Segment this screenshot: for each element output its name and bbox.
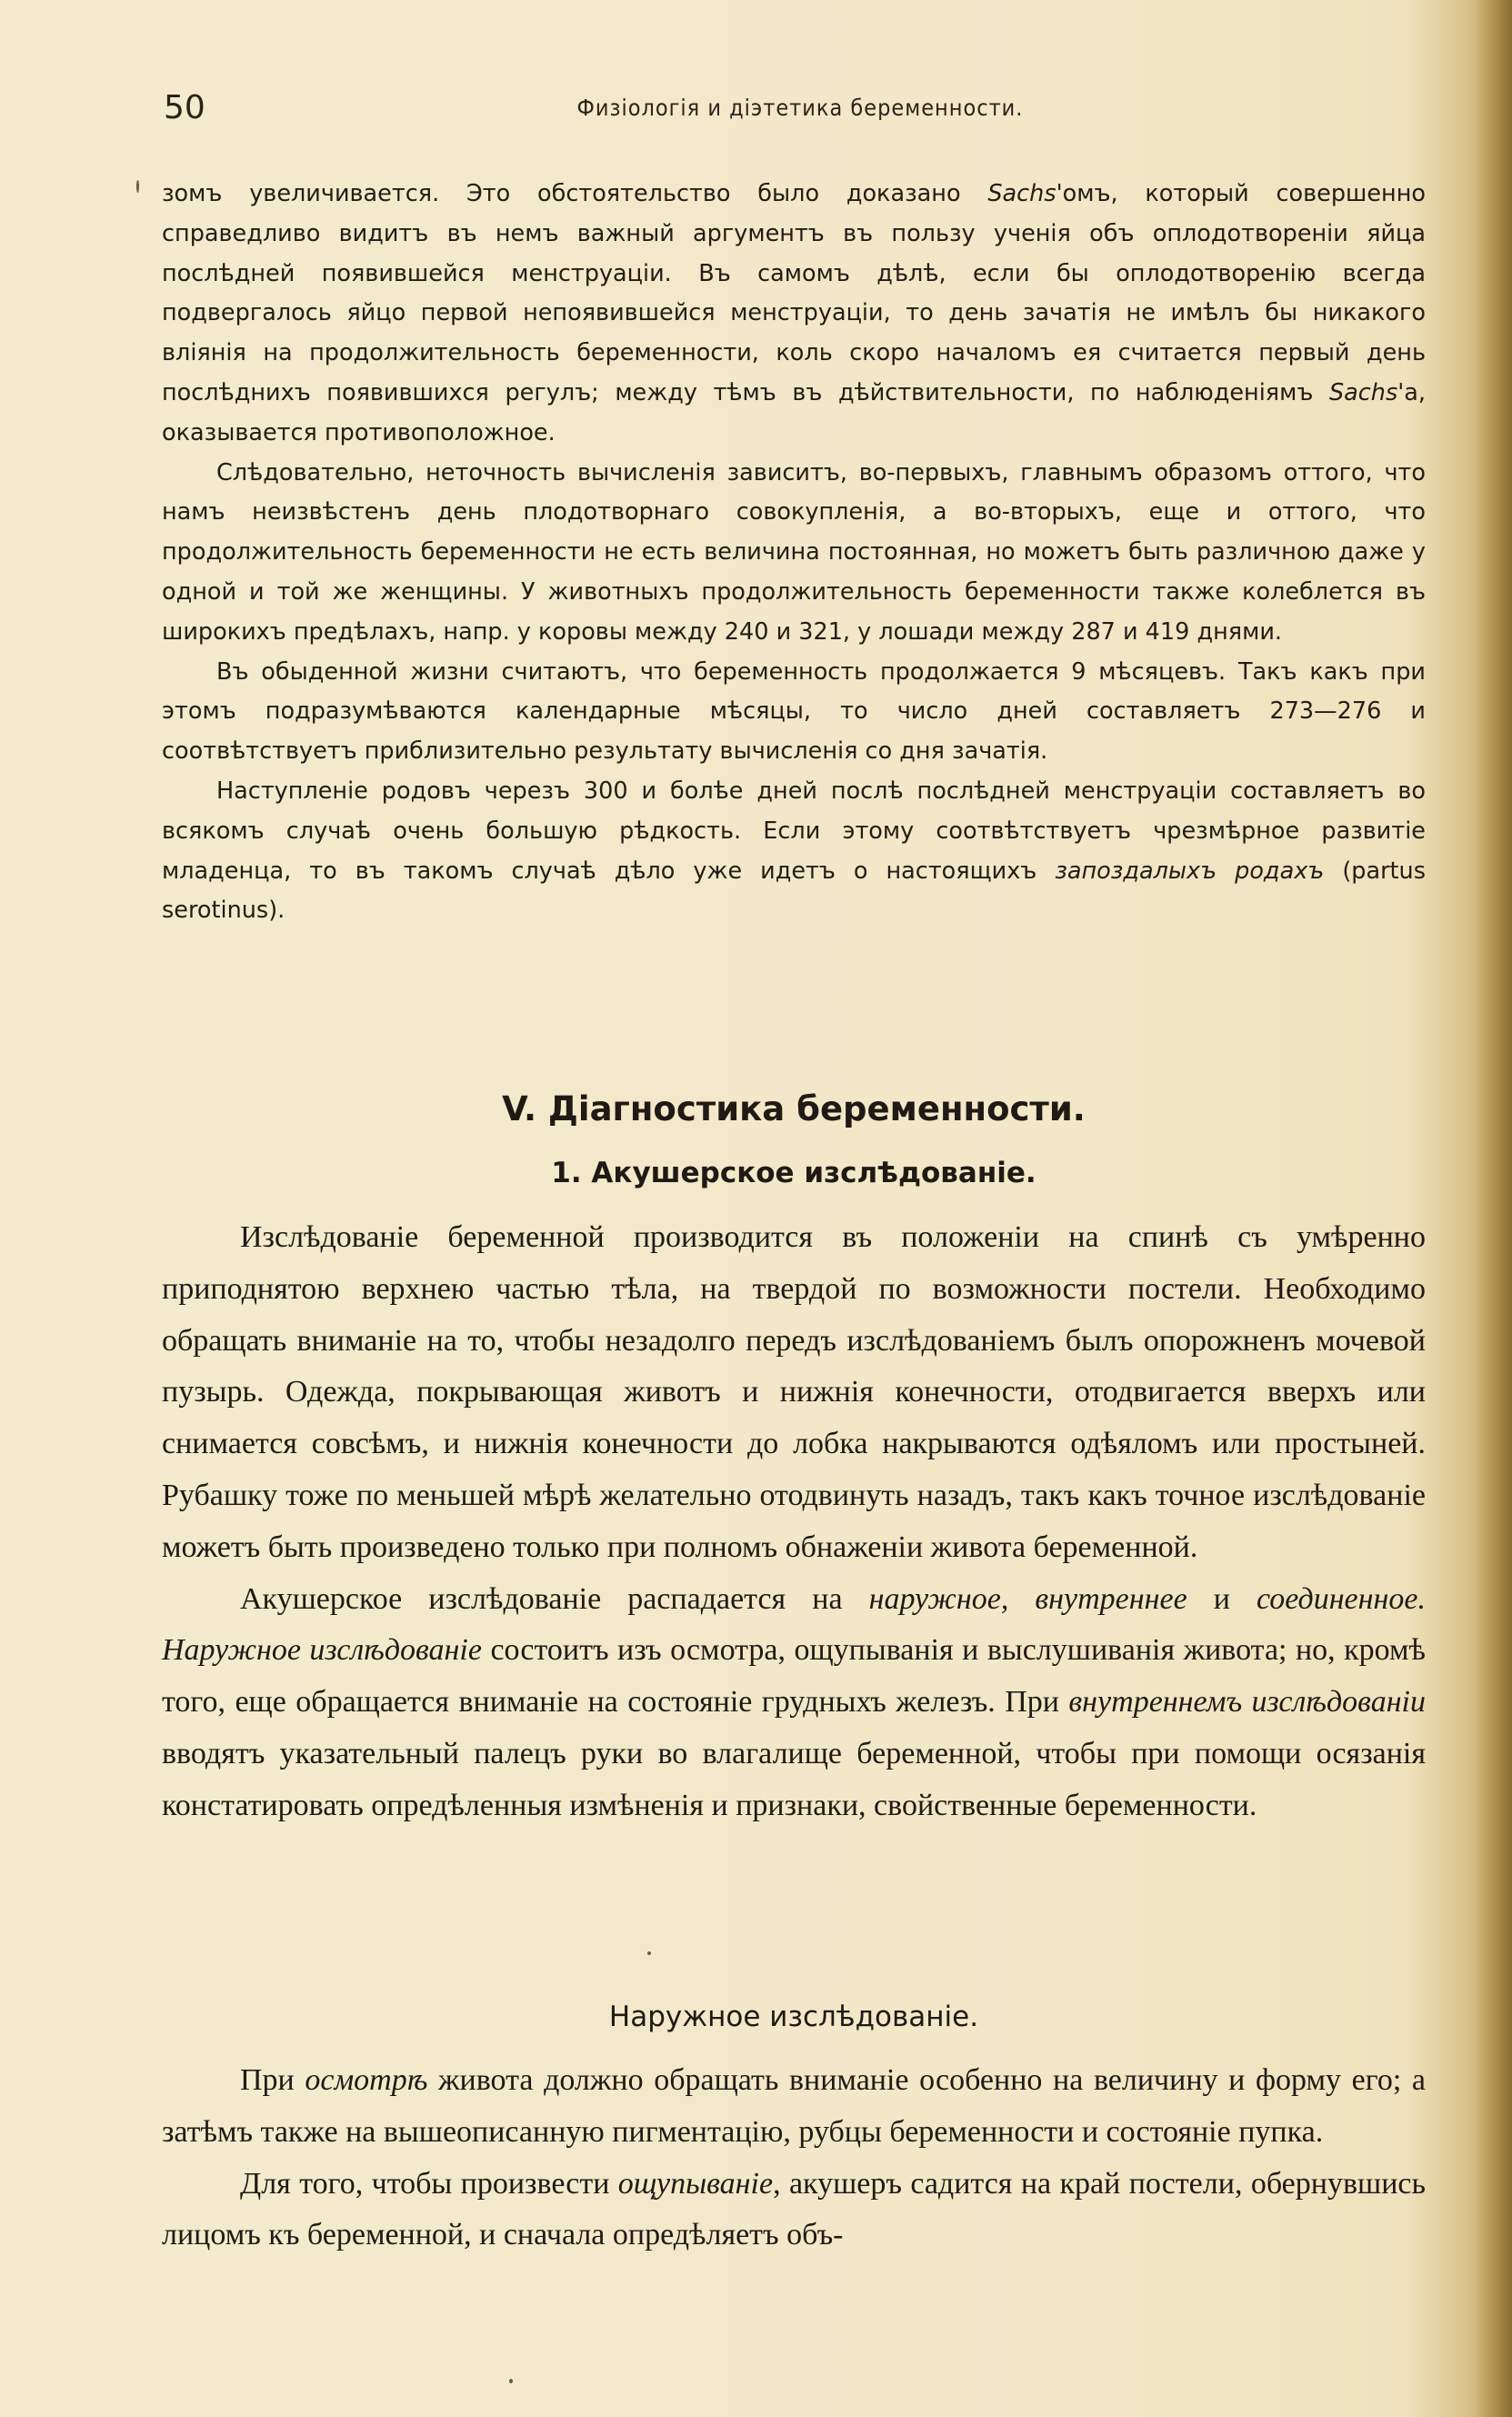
text-run: зомъ увеличивается. Это обстоятельство было доказано: [162, 180, 988, 207]
section-title: 1. Акушерское изслѣдованiе.: [551, 1157, 1036, 1189]
text-run: Въ обыденной жизни считаютъ, что беременность продолжается 9 мѣсяцевъ. Такъ какъ при этомъ подразумѣваются календарные мѣсяцы, то число дней составляетъ 273—276 и соотвѣтствуетъ приблизительно результату вычисленiя со дня зачатiя.: [162, 657, 1426, 766]
paragraph: [162, 1574, 1426, 1832]
text-run: (partus serotinus).: [162, 857, 1427, 925]
italic-text: запоздалыхъ родахъ: [1055, 857, 1325, 885]
text-run: 'а, оказывается противоположное.: [162, 378, 1426, 446]
print-speck: [509, 2379, 513, 2383]
running-title: Физiологiя и дiэтетика беременности.: [576, 95, 1024, 121]
text-run: и: [1187, 1581, 1257, 1616]
paragraph: [162, 2159, 1426, 2262]
italic-text: Sachs: [987, 180, 1056, 207]
text-run: состоитъ изъ осмотра, ощупыванiя и выслушиванiя живота; но, кромѣ того, еще обращается вниманiе на состоянiе грудныхъ железъ. При: [162, 1633, 1426, 1720]
text-block-small: [162, 175, 1426, 931]
text-run: вводятъ указательный палецъ руки во влагалище беременной, чтобы при помощи осязанiя констатировать опредѣленныя измѣненiя и признаки, свойственные беременности.: [162, 1736, 1426, 1822]
text-run: При: [240, 2063, 305, 2097]
text-block-big-2: [162, 2055, 1426, 2262]
subsection-title: Наружное изслѣдованiе.: [608, 2001, 979, 2033]
text-run: , акушеръ садится на край постели, обернувшись лицомъ къ беременной, и сначала опредѣляетъ объ-: [162, 2166, 1426, 2252]
text-run: Акушерское изслѣдованiе распадается на: [240, 1581, 869, 1616]
paragraph: [162, 175, 1426, 454]
text-run: 'омъ, который совершенно справедливо видитъ въ немъ важный аргументъ въ пользу ученiя объ оплодотворенiи яйца послѣдней появившейся менструацiи. Въ самомъ дѣлѣ, если бы оплодотворенiю всегда подвергалось яйцо первой непоявившейся менструацiи, то день зачатiя не имѣлъ бы никакого влiянiя на продолжительность беременности, коль скоро началомъ ея считается первый день послѣднихъ появившихся регулъ; между тѣмъ въ дѣйствительности, по наблюденiямъ: [162, 180, 1426, 406]
paragraph: [162, 1212, 1426, 1574]
paragraph: [162, 653, 1426, 772]
chapter-title: V. Дiагностика беременности.: [502, 1089, 1086, 1128]
big-paragraphs-2: [162, 2055, 1426, 2262]
italic-text: внутреннемъ изслѣдованiи: [1068, 1685, 1427, 1720]
text-run: Для того, чтобы произвести: [240, 2166, 618, 2201]
text-run: Слѣдовательно, неточность вычисленiя зависитъ, во-первыхъ, главнымъ образомъ оттого, что намъ неизвѣстенъ день плодотворнаго совокупленiя, а во-вторыхъ, еще и оттого, что продолжительность беременности не есть величина постоянная, но можетъ быть различною даже у одной и той же женщины. У животныхъ продолжительность беременности также колеблется въ широкихъ предѣлахъ, напр. у коровы между 240 и 321, у лошади между 287 и 419 днями.: [162, 458, 1426, 646]
page-header: [164, 89, 1437, 135]
page-number: 50: [164, 89, 205, 126]
print-speck: [647, 1951, 651, 1955]
text-block-big-1: [162, 1212, 1426, 1832]
italic-text: наружное, внутреннее: [868, 1581, 1187, 1616]
print-speck: [136, 180, 139, 193]
paragraph: [162, 2055, 1426, 2159]
small-paragraphs: [162, 175, 1426, 931]
italic-text: Sachs: [1328, 378, 1398, 406]
paragraph: [162, 772, 1426, 931]
page-edge-shadow: [1476, 0, 1512, 2417]
text-run: Изслѣдованiе беременной производится въ положенiи на спинѣ съ умѣренно приподнятою верхнею частью тѣла, на твердой по возможности постели. Необходимо обращать вниманiе на то, чтобы незадолго передъ изслѣдованiемъ былъ опорожненъ мочевой пузырь. Одежда, покрывающая животъ и нижнiя конечности, отодвигается вверхъ или снимается совсѣмъ, и нижнiя конечности до лобка накрываются одѣяломъ или простыней. Рубашку тоже по меньшей мѣрѣ желательно отодвинуть назадъ, такъ какъ точное изслѣдованiе можетъ быть произведено только при полномъ обнаженiи живота беременной.: [162, 1220, 1426, 1564]
text-run: Наступленiе родовъ черезъ 300 и болѣе дней послѣ послѣдней менструацiи составляетъ во всякомъ случаѣ очень большую рѣдкость. Если этому соотвѣтствуетъ чрезмѣрное развитiе младенца, то въ такомъ случаѣ дѣло уже идетъ о настоящихъ: [162, 777, 1426, 885]
italic-text: осмотрѣ: [305, 2063, 428, 2097]
paragraph: [162, 454, 1426, 653]
text-run: живота должно обращать вниманiе особенно на величину и форму его; а затѣмъ также на вышеописанную пигментацiю, рубцы беременности и состоянiе пупка.: [162, 2063, 1426, 2149]
italic-text: ощупыванiе: [617, 2166, 774, 2201]
italic-text: соединенное. Наружное изслѣдованiе: [162, 1581, 1426, 1668]
big-paragraphs-1: [162, 1212, 1426, 1832]
